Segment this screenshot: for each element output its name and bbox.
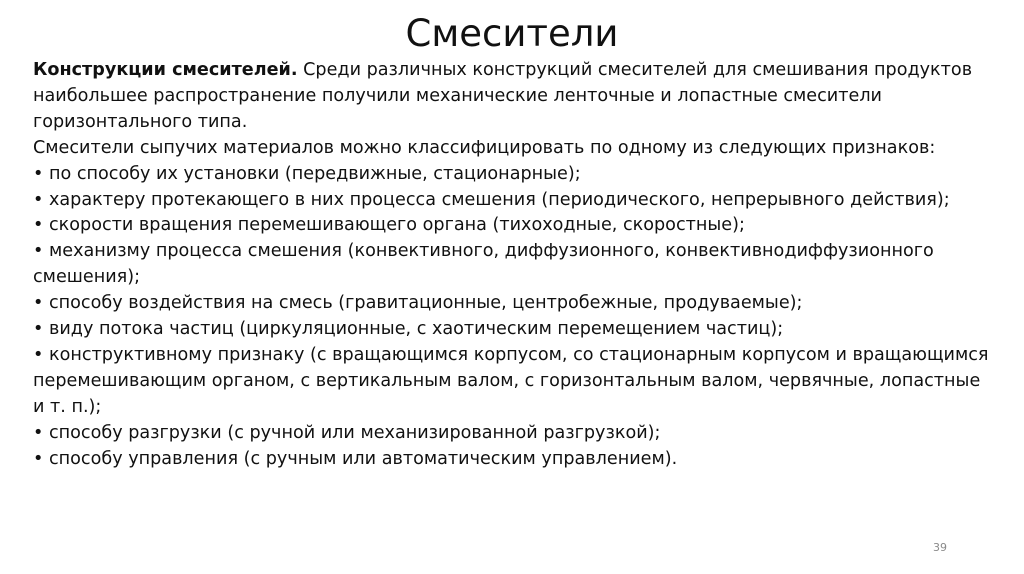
bullet-item: • характеру протекающего в них процесса смешения (периодического, непрерывного действия); [33, 189, 950, 210]
bullet-item: • по способу их установки (передвижные, стационарные); [33, 163, 581, 184]
bullet-item: • конструктивному признаку (с вращающимся корпусом, со стационарным корпусом и вращающимся перемешивающим органом, с вертикальным валом, с горизонтальным валом, червячные, лопастные и т. п.); [33, 344, 989, 417]
intro-rest: Среди различных конструкций смесителей для смешивания продуктов наибольшее распространение получили механические ленточные и лопастные смесители горизонтального типа. [33, 60, 973, 132]
bullet-item: • скорости вращения перемешивающего органа (тихоходные, скоростные); [33, 215, 745, 236]
classification-lead: Смесители сыпучих материалов можно классифицировать по одному из следующих признаков: [33, 137, 936, 158]
intro-bold-lead: Конструкции смесителей. [33, 60, 298, 80]
bullet-item: • способу управления (с ручным или автоматическим управлением). [33, 448, 678, 469]
slide-body [33, 58, 993, 473]
bullet-item: • способу разгрузки (с ручной или механизированной разгрузкой); [33, 422, 661, 443]
intro-paragraph [33, 58, 993, 136]
page-number: 39 [933, 541, 947, 554]
slide-title: Смесители [405, 12, 619, 55]
bullet-item: • виду потока частиц (циркуляционные, с хаотическим перемещением частиц); [33, 319, 784, 340]
bullet-item: • способу воздействия на смесь (гравитационные, центробежные, продуваемые); [33, 293, 803, 314]
bullet-item: • механизму процесса смешения (конвективного, диффузионного, конвективнодиффузионного смешения); [33, 241, 934, 288]
